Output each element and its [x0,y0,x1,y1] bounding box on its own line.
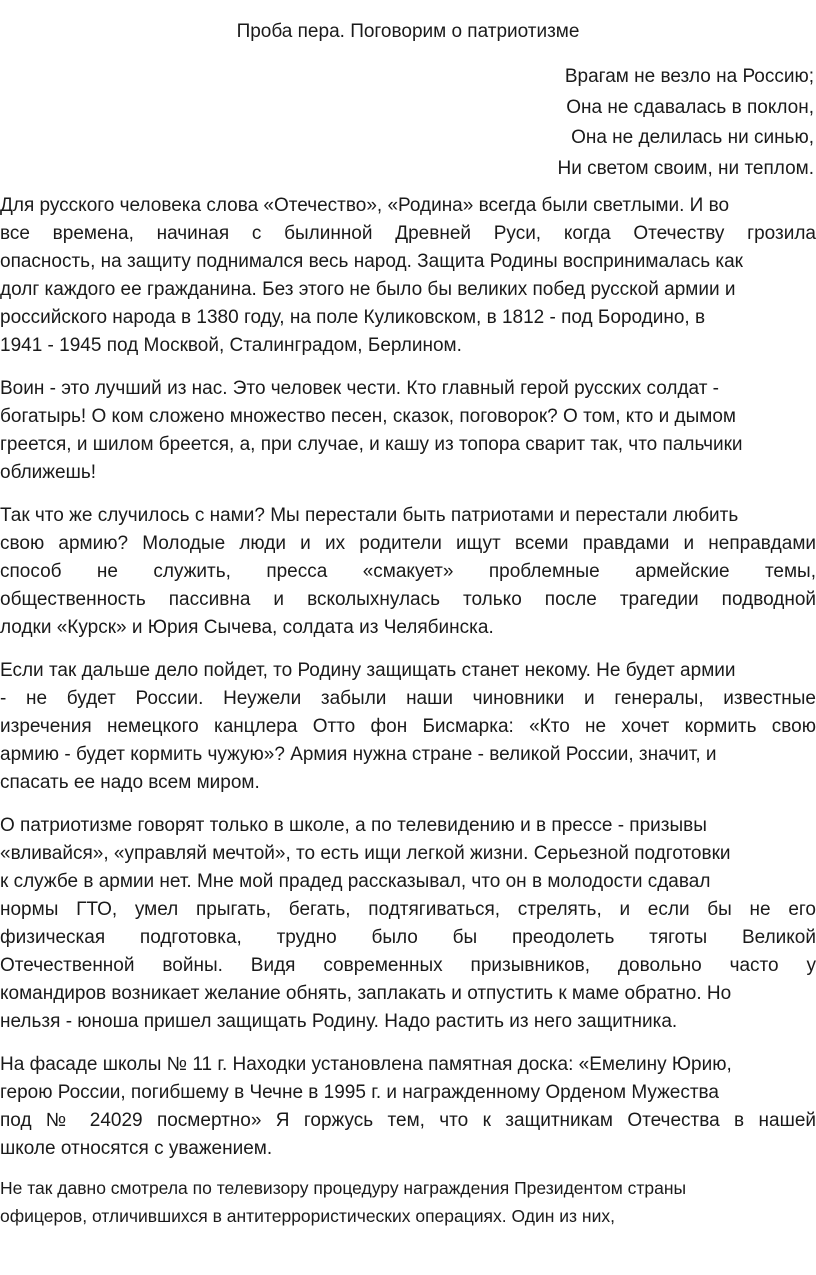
text-line: способ не служить, пресса «смакует» проблемные армейские темы, [0,561,816,582]
document-title: Проба пера. Поговорим о патриотизме [236,21,580,42]
text-line: армию - будет кормить чужую»? Армия нужна стране - великой России, значит, и [0,744,717,765]
text-line: общественность пассивна и всколыхнулась только после трагедии подводной [0,589,816,610]
text-line: опасность, на защиту поднимался весь народ. Защита Родины воспринималась как [0,251,743,272]
text-line: изречения немецкого канцлера Отто фон Бисмарка: «Кто не хочет кормить свою [0,716,816,737]
text-line: На фасаде школы № 11 г. Находки установлена памятная доска: «Емелину Юрию, [0,1054,732,1075]
paragraph-3 [0,502,816,642]
text-line: к службе в армии нет. Мне мой прадед рассказывал, что он в молодости сдавал [0,871,711,892]
text-line: физическая подготовка, трудно было бы преодолеть тяготы Великой [0,927,816,948]
paragraph-5 [0,812,816,1036]
epigraph-line: Ни светом своим, ни теплом. [557,157,814,179]
text-line: «вливайся», «управляй мечтой», то есть ищи легкой жизни. Серьезной подготовки [0,843,731,864]
text-line: герою России, погибшему в Чечне в 1995 г. и награжденному Орденом Мужества [0,1082,720,1103]
text-line: школе относятся с уважением. [0,1138,273,1159]
epigraph-line: Врагам не везло на Россию; [564,66,814,87]
text-line: Если так дальше дело пойдет, то Родину защищать станет некому. Не будет армии [0,660,736,681]
text-line: российского народа в 1380 году, на поле Куликовском, в 1812 - под Бородино, в [0,307,706,328]
paragraph-7 [0,1174,816,1230]
epigraph-line: Она не делилась ни синью, [571,127,814,148]
text-line: Воин - это лучший из нас. Это человек чести. Кто главный герой русских солдат - [0,378,720,399]
text-line: оближешь! [0,462,96,483]
text-line: спасать ее надо всем миром. [0,772,260,793]
text-line: нормы ГТО, умел прыгать, бегать, подтягиваться, стрелять, и если бы не его [0,899,816,920]
text-line: командиров возникает желание обнять, заплакать и отпустить к маме обратно. Но [0,983,732,1004]
text-line: О патриотизме говорят только в школе, а по телевидению и в прессе - призывы [0,815,707,836]
text-line: Отечественной войны. Видя современных призывников, довольно часто у [0,955,816,976]
text-line: Так что же случилось с нами? Мы перестали быть патриотами и перестали любить [0,505,739,526]
paragraph-2 [0,375,816,487]
text-line: 1941 - 1945 под Москвой, Сталинградом, Берлином. [0,335,462,356]
paragraph-6 [0,1051,816,1163]
epigraph [558,62,814,184]
epigraph-line: Она не сдавалась в поклон, [566,96,814,118]
paragraph-1 [0,192,816,360]
paragraph-4 [0,657,816,797]
text-line: греется, и шилом бреется, а, при случае, и кашу из топора сварит так, что пальчики [0,434,743,455]
text-line: под № 24029 посмертно» Я горжусь тем, что к защитникам Отечества в нашей [0,1110,816,1131]
text-line: лодки «Курск» и Юрия Сычева, солдата из Челябинска. [0,617,494,638]
text-line: все времена, начиная с былинной Древней Руси, когда Отечеству грозила [0,223,816,244]
text-line: богатырь! О ком сложено множество песен, сказок, поговорок? О том, кто и дымом [0,406,736,427]
document-body [0,192,816,1245]
text-line: Для русского человека слова «Отечество», «Родина» всегда были светлыми. И во [0,195,730,216]
text-line: офицеров, отличившихся в антитеррористических операциях. Один из них, [0,1206,615,1226]
text-line: долг каждого ее гражданина. Без этого не было бы великих побед русской армии и [0,279,736,300]
text-line: нельзя - юноша пришел защищать Родину. Надо растить из него защитника. [0,1011,678,1032]
text-line: Не так давно смотрела по телевизору процедуру награждения Президентом страны [0,1178,687,1198]
text-line: - не будет России. Неужели забыли наши чиновники и генералы, известные [0,688,816,709]
text-line: свою армию? Молодые люди и их родители ищут всеми правдами и неправдами [0,533,816,554]
